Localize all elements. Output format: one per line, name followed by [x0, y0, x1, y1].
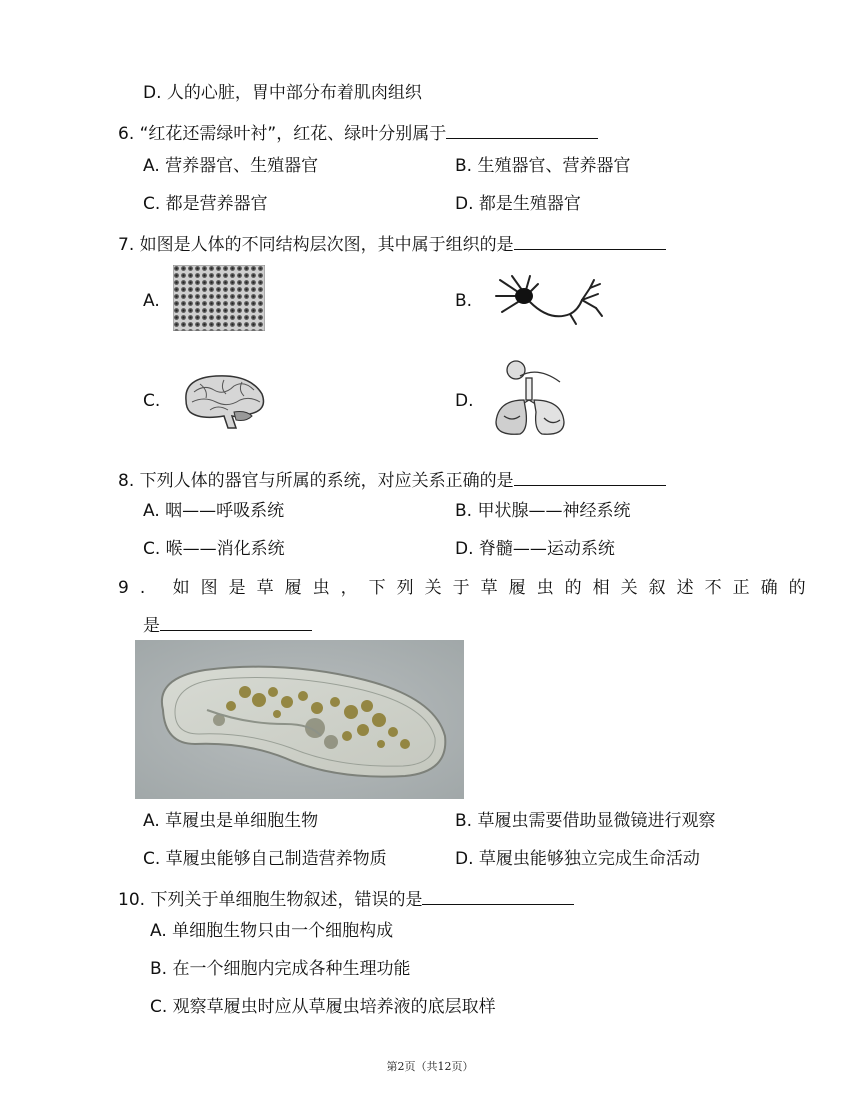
q8-option-d: D. 脊髓——运动系统 — [455, 539, 615, 559]
q10-option-b: B. 在一个细胞内完成各种生理功能 — [150, 959, 411, 979]
q10-stem — [118, 886, 574, 911]
q6-stem-text: 6. “红花还需绿叶衬”，红花、绿叶分别属于 — [118, 124, 447, 144]
brain-image — [180, 370, 268, 430]
page-number-footer: 第2页（共12页） — [386, 1060, 474, 1073]
q10-answer-blank[interactable] — [422, 886, 574, 905]
q8-option-c: C. 喉——消化系统 — [143, 539, 285, 559]
q9-option-b: B. 草履虫需要借助显微镜进行观察 — [455, 811, 716, 831]
q7-option-c-label: C. — [143, 391, 161, 411]
q10-option-c: C. 观察草履虫时应从草履虫培养液的底层取样 — [150, 997, 496, 1017]
q9-stem-line2 — [143, 612, 312, 637]
respiratory-system-image — [490, 356, 574, 438]
q7-stem-text: 7. 如图是人体的不同结构层次图，其中属于组织的是 — [118, 235, 514, 255]
q8-option-a: A. 咽——呼吸系统 — [143, 501, 285, 521]
q9-option-c: C. 草履虫能够自己制造营养物质 — [143, 849, 387, 869]
q7-answer-blank[interactable] — [514, 231, 666, 250]
q9-option-d: D. 草履虫能够独立完成生命活动 — [455, 849, 700, 869]
neuron-image — [490, 270, 606, 330]
q7-option-b-label: B. — [455, 291, 473, 311]
q6-option-c: C. 都是营养器官 — [143, 194, 268, 214]
q8-answer-blank[interactable] — [514, 467, 666, 486]
q6-stem — [118, 120, 598, 145]
q5-option-d: D. 人的心脏，胃中部分布着肌肉组织 — [143, 83, 422, 103]
q7-stem — [118, 231, 666, 256]
q9-option-a: A. 草履虫是单细胞生物 — [143, 811, 319, 831]
q9-answer-blank[interactable] — [160, 612, 312, 631]
paramecium-image — [135, 640, 464, 799]
q9-stem-text-2: 是 — [143, 616, 160, 636]
q8-stem — [118, 467, 666, 492]
q8-stem-text: 8. 下列人体的器官与所属的系统，对应关系正确的是 — [118, 471, 514, 491]
q8-option-b: B. 甲状腺——神经系统 — [455, 501, 631, 521]
tissue-image — [173, 265, 265, 331]
q6-answer-blank[interactable] — [446, 120, 598, 139]
q6-option-b: B. 生殖器官、营养器官 — [455, 156, 631, 176]
q7-option-d-label: D. — [455, 391, 474, 411]
q6-option-d: D. 都是生殖器官 — [455, 194, 581, 214]
q6-option-a: A. 营养器官、生殖器官 — [143, 156, 319, 176]
q9-stem: 9. 如图是草履虫，下列关于草履虫的相关叙述不正确的 — [118, 578, 817, 598]
q10-option-a: A. 单细胞生物只由一个细胞构成 — [150, 921, 394, 941]
q7-option-a-label: A. — [143, 291, 160, 311]
q10-stem-text: 10. 下列关于单细胞生物叙述，错误的是 — [118, 890, 423, 910]
